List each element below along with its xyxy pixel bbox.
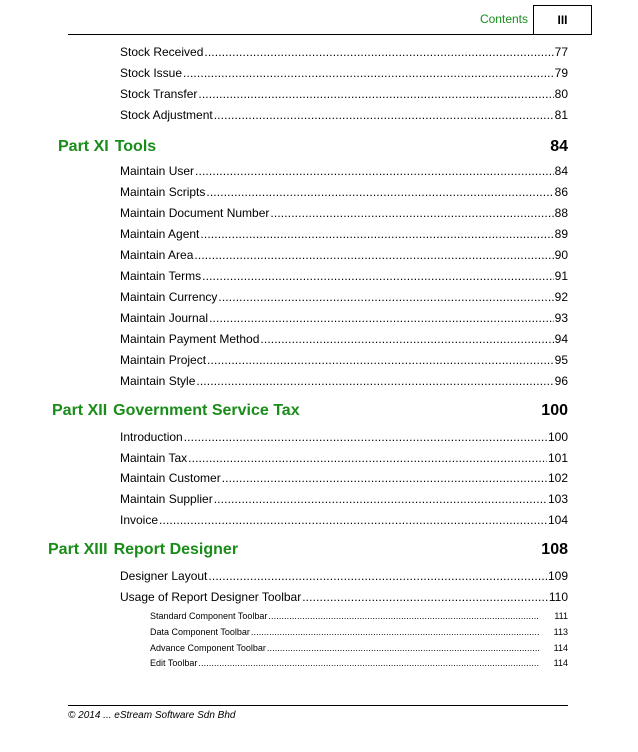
toc-entry[interactable] [120,568,568,584]
entry-page-number: 100 [547,430,568,444]
toc-entry[interactable] [120,373,568,389]
toc-subentry[interactable] [150,657,568,670]
entry-page-number: 111 [554,611,568,621]
entry-label: Stock Issue [120,66,183,80]
entry-page-number: 89 [554,227,568,241]
entry-page-number: 101 [547,451,568,465]
entry-label: Maintain Customer [120,471,221,485]
entry-label: Maintain Terms [120,269,202,283]
entry-label: Maintain Currency [120,290,218,304]
entry-label: Maintain Tax [120,451,188,465]
part-title: Tools [114,138,157,155]
entry-page-number: 92 [554,290,568,304]
entry-page-number: 79 [554,66,568,80]
toc-entry[interactable] [120,107,568,123]
footer-copyright: © 2014 ... eStream Software Sdn Bhd [68,710,236,721]
toc-subentry[interactable] [150,626,568,639]
entry-page-number: 91 [554,269,568,283]
toc-entry[interactable] [120,44,568,60]
entry-page-number: 81 [554,108,568,122]
entry-label: Edit Toolbar [150,658,198,668]
dot-leader [188,450,547,466]
dot-leader [208,568,547,584]
entry-page-number: 86 [554,185,568,199]
toc-entry[interactable] [120,184,568,200]
toc-entry[interactable] [120,289,568,305]
toc-entry[interactable] [120,226,568,242]
dot-leader [204,44,553,60]
part-page-number: 108 [541,541,568,558]
entry-label: Data Component Toolbar [150,627,250,637]
entry-label: Usage of Report Designer Toolbar [120,590,302,604]
entry-label: Maintain Agent [120,227,200,241]
dot-leader [198,657,539,670]
header-page-number: III [533,5,592,35]
toc-entry[interactable] [120,205,568,221]
part-title: Report Designer [113,541,239,558]
entry-page-number: 88 [554,206,568,220]
part-number: Part XIII [48,541,108,558]
entry-label: Stock Received [120,45,204,59]
dot-leader [207,352,554,368]
dot-leader [302,589,548,605]
toc-entry[interactable] [120,247,568,263]
entry-label: Maintain User [120,164,195,178]
dot-leader [195,163,554,179]
toc-entry[interactable] [120,65,568,81]
dot-leader [251,626,539,639]
header-section-title: Contents [479,12,528,26]
entry-label: Maintain Area [120,248,194,262]
entry-page-number: 95 [554,353,568,367]
toc-entry[interactable] [120,512,568,528]
entry-label: Maintain Scripts [120,185,206,199]
entry-label: Advance Component Toolbar [150,643,266,653]
dot-leader [200,226,553,242]
entry-label: Stock Adjustment [120,108,213,122]
toc-subentry[interactable] [150,610,568,623]
entry-label: Invoice [120,513,159,527]
toc-part-heading[interactable] [58,136,568,158]
entry-page-number: 93 [554,311,568,325]
dot-leader [184,429,547,445]
dot-leader [214,491,547,507]
toc-entry[interactable] [120,331,568,347]
entry-page-number: 102 [547,471,568,485]
dot-leader [194,247,553,263]
entry-page-number: 77 [554,45,568,59]
toc-entry[interactable] [120,86,568,102]
dot-leader [206,184,553,200]
toc-subentry[interactable] [150,642,568,655]
dot-leader [260,331,553,347]
entry-page-number: 94 [554,332,568,346]
entry-label: Maintain Style [120,374,196,388]
toc-part-heading[interactable] [48,539,568,561]
toc-entry[interactable] [120,491,568,507]
dot-leader [183,65,554,81]
entry-page-number: 80 [554,87,568,101]
toc-entry[interactable] [120,470,568,486]
entry-page-number: 114 [553,658,568,668]
entry-label: Maintain Payment Method [120,332,260,346]
toc-entry[interactable] [120,268,568,284]
entry-page-number: 109 [547,569,568,583]
dot-leader [218,289,553,305]
entry-label: Maintain Supplier [120,492,213,506]
dot-leader [209,310,554,326]
footer-rule [68,705,568,706]
entry-label: Maintain Project [120,353,207,367]
entry-label: Introduction [120,430,183,444]
dot-leader [196,373,553,389]
entry-page-number: 114 [553,643,568,653]
dot-leader [214,107,554,123]
entry-label: Designer Layout [120,569,208,583]
entry-page-number: 90 [554,248,568,262]
dot-leader [198,86,553,102]
dot-leader [268,610,539,623]
part-number: Part XII [52,402,108,419]
toc-entry[interactable] [120,429,568,445]
part-page-number: 100 [541,402,568,419]
dot-leader [222,470,547,486]
toc-entry[interactable] [120,589,568,605]
entry-page-number: 84 [554,164,568,178]
part-number: Part XI [58,138,109,155]
toc-entry[interactable] [120,352,568,368]
dot-leader [202,268,554,284]
toc-part-heading[interactable] [52,400,568,422]
header-rule [68,34,534,35]
entry-page-number: 96 [554,374,568,388]
dot-leader [270,205,553,221]
entry-label: Maintain Journal [120,311,209,325]
entry-label: Stock Transfer [120,87,198,101]
part-title: Government Service Tax [113,402,300,419]
entry-label: Maintain Document Number [120,206,270,220]
toc-entry[interactable] [120,450,568,466]
entry-page-number: 103 [547,492,568,506]
dot-leader [159,512,547,528]
entry-label: Standard Component Toolbar [150,611,268,621]
entry-page-number: 113 [553,627,568,637]
entry-page-number: 104 [547,513,568,527]
part-page-number: 84 [550,138,568,155]
toc-entry[interactable] [120,163,568,179]
toc-entry[interactable] [120,310,568,326]
dot-leader [267,642,539,655]
entry-page-number: 110 [548,590,568,604]
